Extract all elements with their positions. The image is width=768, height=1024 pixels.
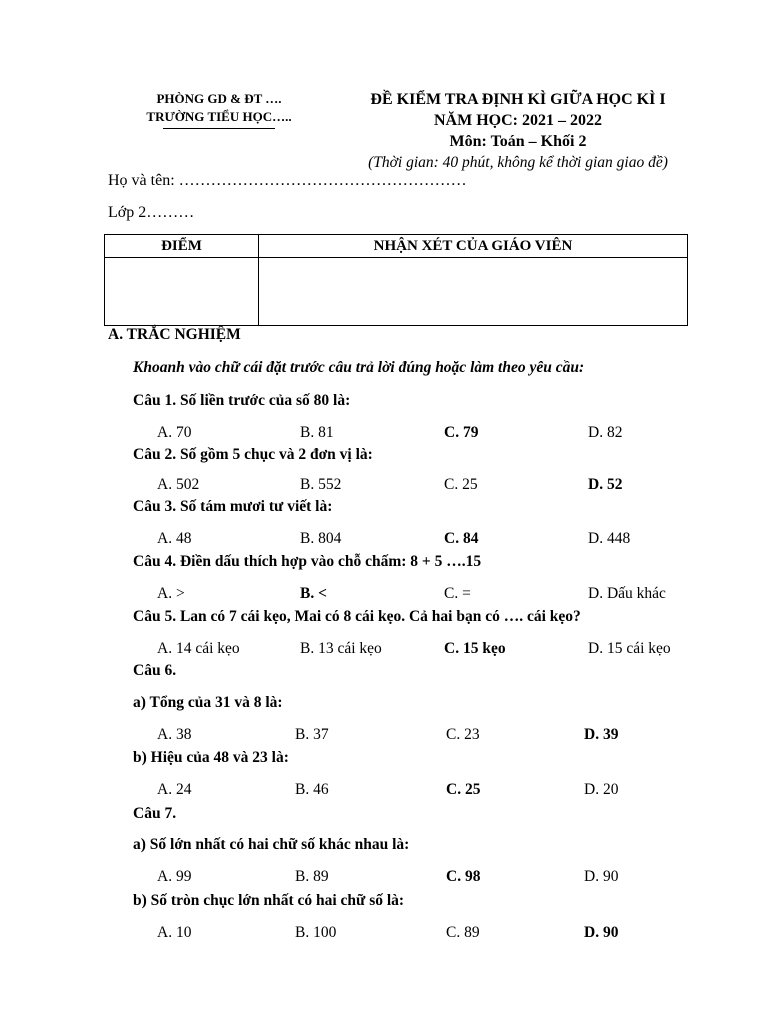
header-left [104, 90, 334, 129]
question-6b: b) Hiệu của 48 và 23 là: [133, 749, 289, 766]
q1-option-b: B. 81 [300, 424, 334, 441]
q6a-option-c: C. 23 [446, 726, 480, 743]
score-header: ĐIỂM [105, 235, 259, 258]
question-7b: b) Số tròn chục lớn nhất có hai chữ số là: [133, 892, 405, 909]
q4-option-a: A. > [157, 585, 185, 602]
q3-option-b: B. 804 [300, 530, 342, 547]
subject: Môn: Toán – Khối 2 [449, 133, 587, 150]
header-underline [163, 128, 275, 129]
q5-option-c: C. 15 kẹo [444, 640, 506, 657]
q2-option-c: C. 25 [444, 476, 478, 493]
student-name-line: Họ và tên: ……………………………………………… [108, 172, 467, 189]
q7b-option-a: A. 10 [157, 924, 192, 941]
q7a-option-d: D. 90 [584, 868, 619, 885]
q7a-option-a: A. 99 [157, 868, 192, 885]
q3-option-a: A. 48 [157, 530, 192, 547]
q1-option-d: D. 82 [588, 424, 623, 441]
q3-option-d: D. 448 [588, 530, 631, 547]
school-year: NĂM HỌC: 2021 – 2022 [434, 112, 602, 129]
school-name: TRƯỜNG TIỂU HỌC….. [146, 109, 292, 124]
q4-option-c: C. = [444, 585, 471, 602]
q2-option-a: A. 502 [157, 476, 200, 493]
q6a-option-d: D. 39 [584, 726, 619, 743]
section-a-instruction: Khoanh vào chữ cái đặt trước câu trả lời đúng hoặc làm theo yêu cầu: [133, 359, 585, 376]
header-right [330, 89, 706, 173]
q2-option-d: D. 52 [588, 476, 623, 493]
department-name: PHÒNG GD & ĐT …. [156, 91, 282, 106]
q6b-option-a: A. 24 [157, 781, 192, 798]
score-cell [105, 258, 259, 326]
q7b-option-c: C. 89 [446, 924, 480, 941]
question-1: Câu 1. Số liền trước của số 80 là: [133, 392, 351, 409]
q3-option-c: C. 84 [444, 530, 479, 547]
question-4: Câu 4. Điền dấu thích hợp vào chỗ chấm: 8 + 5 ….15 [133, 553, 482, 570]
q5-option-d: D. 15 cái kẹo [588, 640, 671, 657]
question-5: Câu 5. Lan có 7 cái kẹo, Mai có 8 cái kẹo. Cả hai bạn có …. cái kẹo? [133, 608, 581, 625]
section-a-title: A. TRẮC NGHIỆM [108, 326, 241, 343]
comment-cell [259, 258, 688, 326]
time-note: (Thời gian: 40 phút, không kể thời gian giao đề) [368, 154, 668, 171]
q5-option-a: A. 14 cái kẹo [157, 640, 240, 657]
q5-option-b: B. 13 cái kẹo [300, 640, 382, 657]
q6b-option-d: D. 20 [584, 781, 619, 798]
question-7: Câu 7. [133, 805, 177, 822]
question-6a: a) Tổng của 31 và 8 là: [133, 694, 283, 711]
q6b-option-b: B. 46 [295, 781, 329, 798]
q7a-option-c: C. 98 [446, 868, 481, 885]
q1-option-c: C. 79 [444, 424, 479, 441]
q4-option-d: D. Dấu khác [588, 585, 666, 602]
q7b-option-d: D. 90 [584, 924, 619, 941]
question-7a: a) Số lớn nhất có hai chữ số khác nhau là: [133, 836, 410, 853]
q2-option-b: B. 552 [300, 476, 342, 493]
comment-header: NHẬN XÉT CỦA GIÁO VIÊN [259, 235, 688, 258]
question-2: Câu 2. Số gồm 5 chục và 2 đơn vị là: [133, 446, 373, 463]
exam-title: ĐỀ KIỂM TRA ĐỊNH KÌ GIỮA HỌC KÌ I [370, 91, 666, 108]
q6a-option-a: A. 38 [157, 726, 192, 743]
question-6: Câu 6. [133, 662, 177, 679]
q7a-option-b: B. 89 [295, 868, 329, 885]
q4-option-b: B. < [300, 585, 327, 602]
q6b-option-c: C. 25 [446, 781, 481, 798]
student-class-line: Lớp 2……… [108, 204, 195, 221]
question-3: Câu 3. Số tám mươi tư viết là: [133, 498, 333, 515]
q7b-option-b: B. 100 [295, 924, 337, 941]
grade-table [104, 234, 688, 326]
q1-option-a: A. 70 [157, 424, 192, 441]
q6a-option-b: B. 37 [295, 726, 329, 743]
